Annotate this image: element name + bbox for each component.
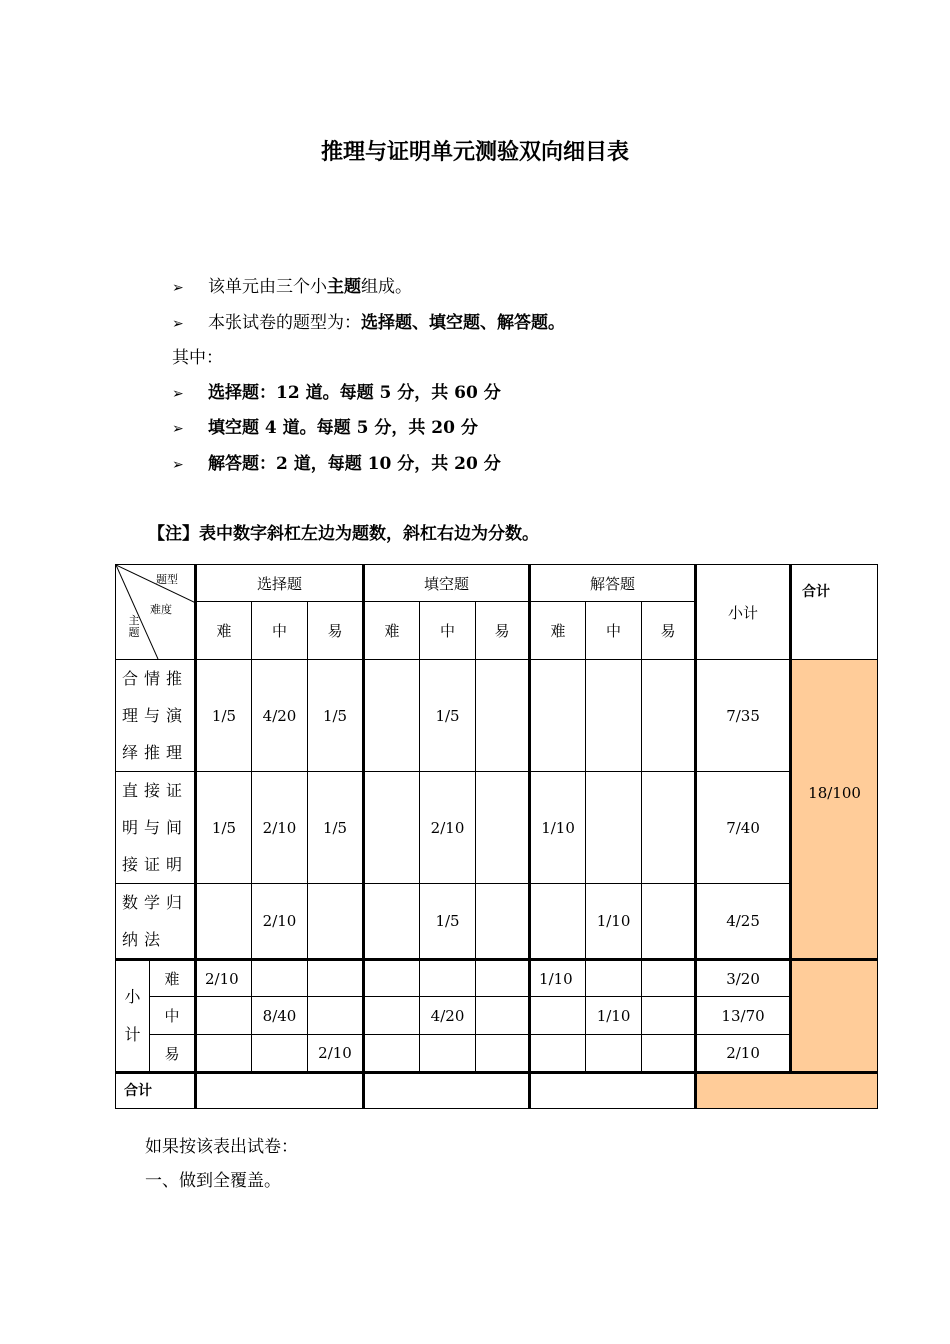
data-cell (530, 997, 586, 1035)
data-cell (476, 660, 530, 772)
data-cell: 1/5 (308, 660, 364, 772)
arrow-bullet-icon: ➢ (172, 457, 184, 473)
intro-line-6: ➢ 解答题：2 道，每题 10 分，共 20 分 (172, 454, 501, 474)
page-title: 推理与证明单元测验双向细目表 (320, 140, 629, 165)
row-subtotal: 2/10 (696, 1035, 791, 1073)
data-cell (530, 1035, 586, 1073)
data-cell (642, 660, 696, 772)
intro-line-1: ➢ 该单元由三个小主题组成。 (172, 277, 412, 297)
topic-cell: 直接证明与间接证明 (116, 772, 196, 884)
subtotal-side-label: 小计 (116, 960, 150, 1073)
data-cell (586, 772, 642, 884)
level-cell: 易 (150, 1035, 196, 1073)
spec-table (115, 564, 878, 1109)
data-cell: 1/10 (586, 884, 642, 960)
subtotal-header: 小计 (696, 565, 791, 660)
row-subtotal: 4/25 (696, 884, 791, 960)
data-cell: 1/5 (420, 660, 476, 772)
arrow-bullet-icon: ➢ (172, 280, 184, 296)
footer-total-cell (696, 1073, 878, 1109)
data-cell: 2/10 (252, 884, 308, 960)
total-header: 合计 (791, 565, 878, 660)
arrow-bullet-icon: ➢ (172, 421, 184, 437)
data-cell (364, 660, 420, 772)
level-header: 难 (196, 602, 252, 660)
data-cell (196, 884, 252, 960)
data-cell (252, 1035, 308, 1073)
corner-type-label: 题型 (156, 573, 178, 586)
table-row (116, 772, 878, 884)
level-header: 难 (364, 602, 420, 660)
intro-line-5: ➢ 填空题 4 道。每题 5 分，共 20 分 (172, 418, 478, 438)
data-cell (196, 997, 252, 1035)
data-cell: 4/20 (420, 997, 476, 1035)
data-cell (364, 960, 420, 997)
grand-total-cell: 18/100 (791, 660, 878, 960)
row-subtotal: 7/35 (696, 660, 791, 772)
data-cell: 1/5 (196, 660, 252, 772)
corner-topic-label: 主题 (128, 614, 140, 639)
level-header: 中 (586, 602, 642, 660)
data-cell (364, 1035, 420, 1073)
data-cell (642, 1035, 696, 1073)
row-subtotal: 13/70 (696, 997, 791, 1035)
corner-cell (116, 565, 196, 660)
data-cell (308, 884, 364, 960)
row-subtotal: 7/40 (696, 772, 791, 884)
table-row (116, 960, 878, 997)
data-cell: 2/10 (196, 960, 252, 997)
arrow-bullet-icon: ➢ (172, 386, 184, 402)
data-cell (586, 960, 642, 997)
data-cell (476, 772, 530, 884)
topic-cell: 数学归纳法 (116, 884, 196, 960)
table-row (116, 1035, 878, 1073)
subtotal-total-cell (791, 960, 878, 1073)
data-cell: 1/5 (308, 772, 364, 884)
intro-line-3: 其中： (172, 348, 223, 368)
data-cell (642, 884, 696, 960)
data-cell (308, 997, 364, 1035)
data-cell (420, 960, 476, 997)
after-line-1: 如果按该表出试卷： (145, 1137, 298, 1157)
data-cell (420, 1035, 476, 1073)
data-cell (476, 884, 530, 960)
corner-difficulty-label: 难度 (150, 603, 172, 616)
table-row (116, 884, 878, 960)
data-cell (642, 997, 696, 1035)
data-cell (196, 1035, 252, 1073)
level-header: 易 (308, 602, 364, 660)
group-header-answer: 解答题 (530, 565, 696, 602)
level-header: 易 (642, 602, 696, 660)
table-row (116, 997, 878, 1035)
topic-cell: 合情推理与演绎推理 (116, 660, 196, 772)
data-cell (308, 960, 364, 997)
data-cell (476, 1035, 530, 1073)
data-cell: 1/5 (196, 772, 252, 884)
row-subtotal: 3/20 (696, 960, 791, 997)
data-cell (586, 1035, 642, 1073)
data-cell (252, 960, 308, 997)
group-header-fill: 填空题 (364, 565, 530, 602)
data-cell: 2/10 (308, 1035, 364, 1073)
data-cell: 1/5 (420, 884, 476, 960)
arrow-bullet-icon: ➢ (172, 316, 184, 332)
level-header: 易 (476, 602, 530, 660)
group-header-choice: 选择题 (196, 565, 364, 602)
after-line-2: 一、做到全覆盖。 (145, 1171, 281, 1191)
level-header: 中 (420, 602, 476, 660)
data-cell: 2/10 (252, 772, 308, 884)
data-cell: 4/20 (252, 660, 308, 772)
footer-cell (530, 1073, 696, 1109)
data-cell: 2/10 (420, 772, 476, 884)
footer-cell (364, 1073, 530, 1109)
note-text: 【注】表中数字斜杠左边为题数，斜杠右边为分数。 (148, 524, 539, 544)
table-row (116, 660, 878, 772)
data-cell (530, 884, 586, 960)
data-cell (642, 772, 696, 884)
data-cell (364, 884, 420, 960)
footer-cell (196, 1073, 364, 1109)
level-cell: 难 (150, 960, 196, 997)
level-cell: 中 (150, 997, 196, 1035)
level-header: 中 (252, 602, 308, 660)
data-cell (586, 660, 642, 772)
table-footer-row (116, 1073, 878, 1109)
data-cell (476, 997, 530, 1035)
intro-line-2: ➢ 本张试卷的题型为：选择题、填空题、解答题。 (172, 313, 565, 333)
intro-line-4: ➢ 选择题：12 道。每题 5 分，共 60 分 (172, 383, 501, 403)
data-cell: 1/10 (530, 960, 586, 997)
footer-total-label: 合计 (116, 1073, 196, 1109)
data-cell: 8/40 (252, 997, 308, 1035)
data-cell: 1/10 (586, 997, 642, 1035)
data-cell: 1/10 (530, 772, 586, 884)
level-header: 难 (530, 602, 586, 660)
data-cell (476, 960, 530, 997)
data-cell (642, 960, 696, 997)
data-cell (530, 660, 586, 772)
data-cell (364, 997, 420, 1035)
data-cell (364, 772, 420, 884)
